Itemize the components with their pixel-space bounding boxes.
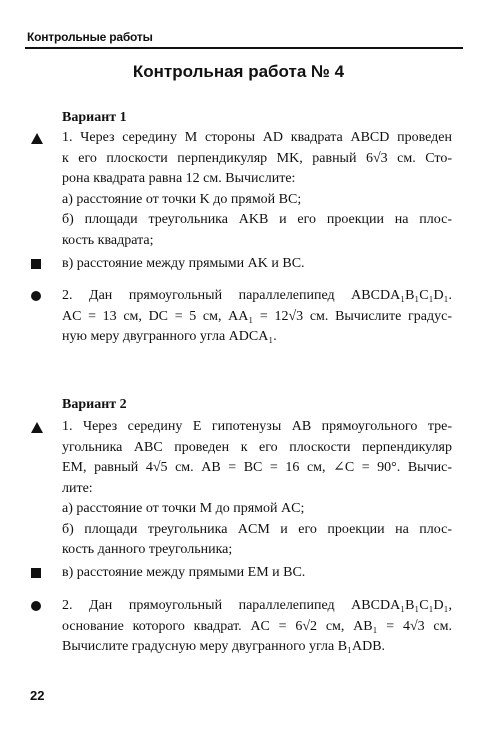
running-title: Контрольные работы bbox=[27, 30, 153, 44]
text-line: к его плоскости перпендикуляр MK, равный 6√3 см. Сто- bbox=[62, 150, 452, 166]
page-title: Контрольная работа № 4 bbox=[132, 62, 345, 81]
text-line: 1. Через середину M стороны AD квадрата ABCD проведен bbox=[62, 130, 452, 145]
variant-1-task-1 bbox=[62, 128, 452, 251]
square-icon bbox=[31, 259, 41, 269]
text-line: ную меру двугранного угла ADCA₁. bbox=[62, 329, 277, 344]
text-line: лите: bbox=[62, 480, 93, 496]
text-line: 2. Дан прямоугольный параллелепипед ABCDA₁B₁C₁D₁. bbox=[62, 288, 452, 303]
text-line: AC = 13 см, DC = 5 см, AA₁ = 12√3 см. Вычислите градус- bbox=[62, 308, 452, 324]
triangle-icon bbox=[31, 133, 43, 144]
text-line: угольника ABC проведен к его плоскости перпендикуляр bbox=[62, 439, 452, 455]
variant-2-task-1c bbox=[62, 563, 452, 584]
text-line: 1. Через середину E гипотенузы AB прямоугольного тре- bbox=[62, 419, 452, 434]
text-line: кость квадрата; bbox=[62, 232, 154, 248]
text-line: основание которого квадрат. AC = 6√2 см, AB₁ = 4√3 см. bbox=[62, 618, 452, 634]
variant-1-heading: Вариант 1 bbox=[62, 110, 127, 125]
variant-1-task-1c bbox=[62, 254, 452, 275]
variant-2-task-2 bbox=[62, 596, 452, 658]
variant-2-task-1 bbox=[62, 417, 452, 561]
text-line: а) расстояние от точки K до прямой BC; bbox=[62, 191, 302, 207]
text-line: б) площади треугольника AKB и его проекции на плос- bbox=[62, 212, 452, 227]
text-line: 2. Дан прямоугольный параллелепипед ABCDA₁B₁C₁D₁, bbox=[62, 598, 452, 613]
circle-icon bbox=[31, 601, 41, 611]
text-line: а) расстояние от точки M до прямой AC; bbox=[62, 501, 305, 516]
circle-icon bbox=[31, 291, 41, 301]
text-line: в) расстояние между прямыми AK и BC. bbox=[62, 256, 305, 271]
text-line: рона квадрата равна 12 см. Вычислите: bbox=[62, 171, 296, 186]
variant-2-heading: Вариант 2 bbox=[62, 397, 127, 412]
text-line: EM, равный 4√5 см. AB = BC = 16 см, ∠C = 90°. Вычис- bbox=[62, 460, 452, 475]
text-line: в) расстояние между прямыми EM и BC. bbox=[62, 565, 306, 580]
header-rule bbox=[25, 47, 463, 49]
text-line: Вычислите градусную меру двугранного угла B₁ADB. bbox=[62, 639, 386, 654]
text-line: б) площади треугольника ACM и его проекции на плос- bbox=[62, 521, 452, 537]
variant-1-task-2 bbox=[62, 286, 452, 348]
square-icon bbox=[31, 568, 41, 578]
triangle-icon bbox=[31, 422, 43, 433]
page-number: 22 bbox=[30, 688, 45, 703]
text-line: кость данного треугольника; bbox=[62, 542, 233, 557]
